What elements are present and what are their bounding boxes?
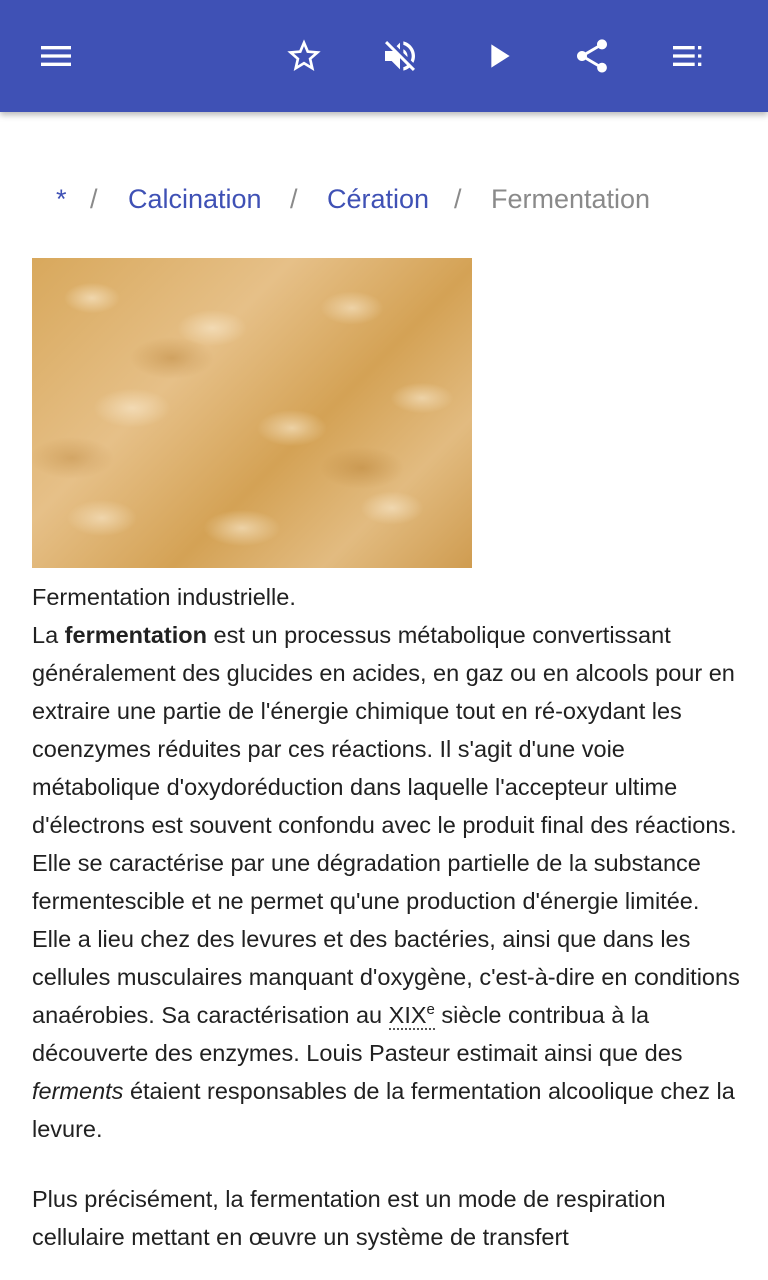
text-run: La <box>32 622 65 648</box>
playlist-icon <box>668 36 708 76</box>
image-caption: Fermentation industrielle. <box>32 584 296 610</box>
star-outline-icon <box>284 36 324 76</box>
menu-button[interactable] <box>28 28 84 84</box>
favorite-button[interactable] <box>276 28 332 84</box>
breadcrumb <box>0 176 768 222</box>
bold-term: fermentation <box>64 622 207 648</box>
mute-button[interactable] <box>372 28 428 84</box>
share-button[interactable] <box>564 28 620 84</box>
text-run: siècle contribua à la découverte des enzymes. Louis Pasteur estimait ainsi que des <box>32 1002 683 1066</box>
breadcrumb-item-calcination[interactable]: Calcination <box>128 184 262 214</box>
breadcrumb-separator: / <box>290 184 298 214</box>
text-run: est un processus métabolique convertissant généralement des glucides en acides, en gaz ou en alcools pour en extraire une partie de l'énergie chimique tout en ré-oxydant les coenzymes réduites par ces réactions. Il s'agit d'une voie métabolique d'oxydoréduction dans laquelle l'accepteur ultime d'électrons est souvent confondu avec le produit final des réactions. Elle se caractérise par une dégradation partielle de la substance fermentescible et ne permet qu'une production d'énergie limitée. Elle a lieu chez des levures et des bactéries, ainsi que dans les cellules musculaires manquant d'oxygène, c'est-à-dire en conditions anaérobies. Sa caractérisation au <box>32 622 740 1028</box>
paragraph-intro <box>32 616 744 1148</box>
breadcrumb-separator: / <box>90 184 98 214</box>
fermentation-image[interactable] <box>32 258 472 568</box>
breadcrumb-item-root[interactable]: * <box>56 184 67 214</box>
share-icon <box>572 36 612 76</box>
abbr-text: XIX <box>388 1002 427 1028</box>
article-content <box>32 578 744 1256</box>
century-abbreviation[interactable] <box>389 1002 435 1030</box>
breadcrumb-item-ceration[interactable]: Cération <box>327 184 430 214</box>
breadcrumb-item-current: Fermentation <box>491 184 651 214</box>
volume-off-icon <box>380 36 420 76</box>
app-bar <box>0 0 768 112</box>
contents-button[interactable] <box>660 28 716 84</box>
abbr-superscript: e <box>426 1001 435 1019</box>
text-run: étaient responsables de la fermentation alcoolique chez la levure. <box>32 1078 735 1142</box>
play-button[interactable] <box>470 28 526 84</box>
italic-term: ferments <box>32 1078 124 1104</box>
paragraph-second: Plus précisément, la fermentation est un mode de respiration cellulaire mettant en œuvre un système de transfert <box>32 1186 666 1250</box>
breadcrumb-separator: / <box>454 184 462 214</box>
play-icon <box>478 36 518 76</box>
menu-icon <box>36 36 76 76</box>
